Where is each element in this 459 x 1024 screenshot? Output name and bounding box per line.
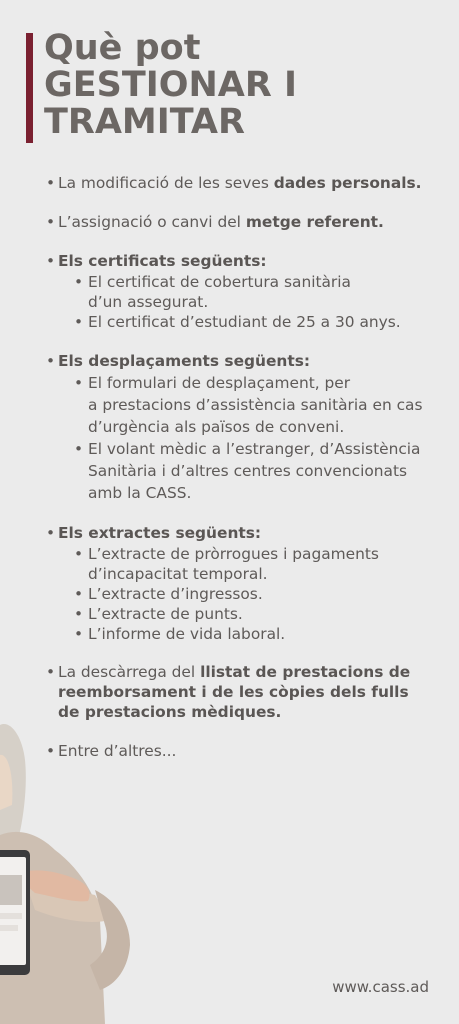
certificats-heading: • Els certificats següents: [58,252,267,270]
sub-item: • El certificat d’estudiant de 25 a 30 anys. [74,312,438,332]
sub-item: • L’extracte de punts. [74,604,438,624]
sub-item: • El formulari de desplaçament, per a prestacions d’assistència sanitària en cas d’urgència als països de conveni. [74,372,438,438]
list-item-altres: • Entre d’altres... [46,740,438,762]
sub-item: • L’informe de vida laboral. [74,624,438,644]
services-list [46,172,438,762]
title-line-3: TRAMITAR [44,102,245,142]
sub-item: • El certificat de cobertura sanitària d’un assegurat. [74,272,438,312]
list-item-metge: • L’assignació o canvi del metge referent. [46,211,438,233]
certificats-sublist [74,272,438,332]
desplacaments-sublist [74,372,438,504]
title-line-2: GESTIONAR I [44,65,298,105]
extractes-sublist [74,544,438,644]
list-item-descarrega: • La descàrrega del llistat de prestacions de reemborsament i de les còpies dels fulls de prestacions mèdiques. [46,662,438,722]
sub-item: • L’extracte de pròrrogues i pagaments d’incapacitat temporal. [74,544,438,584]
list-item-certificats [46,250,438,332]
website-url[interactable]: www.cass.ad [332,978,429,996]
desplacaments-heading: • Els desplaçaments següents: [58,352,311,370]
list-item-desplacaments [46,350,438,504]
list-item-dades: • La modificació de les seves dades personals. [46,172,438,194]
title-line-1: Què pot [44,28,201,68]
list-item-extractes [46,522,438,644]
page-title [44,30,297,141]
woman-with-tablet-photo [0,715,140,1024]
title-accent-bar [26,33,33,143]
sub-item: • L’extracte d’ingressos. [74,584,438,604]
sub-item: • El volant mèdic a l’estranger, d’Assistència Sanitària i d’altres centres convencionats amb la CASS. [74,438,438,504]
extractes-heading: • Els extractes següents: [58,524,262,542]
